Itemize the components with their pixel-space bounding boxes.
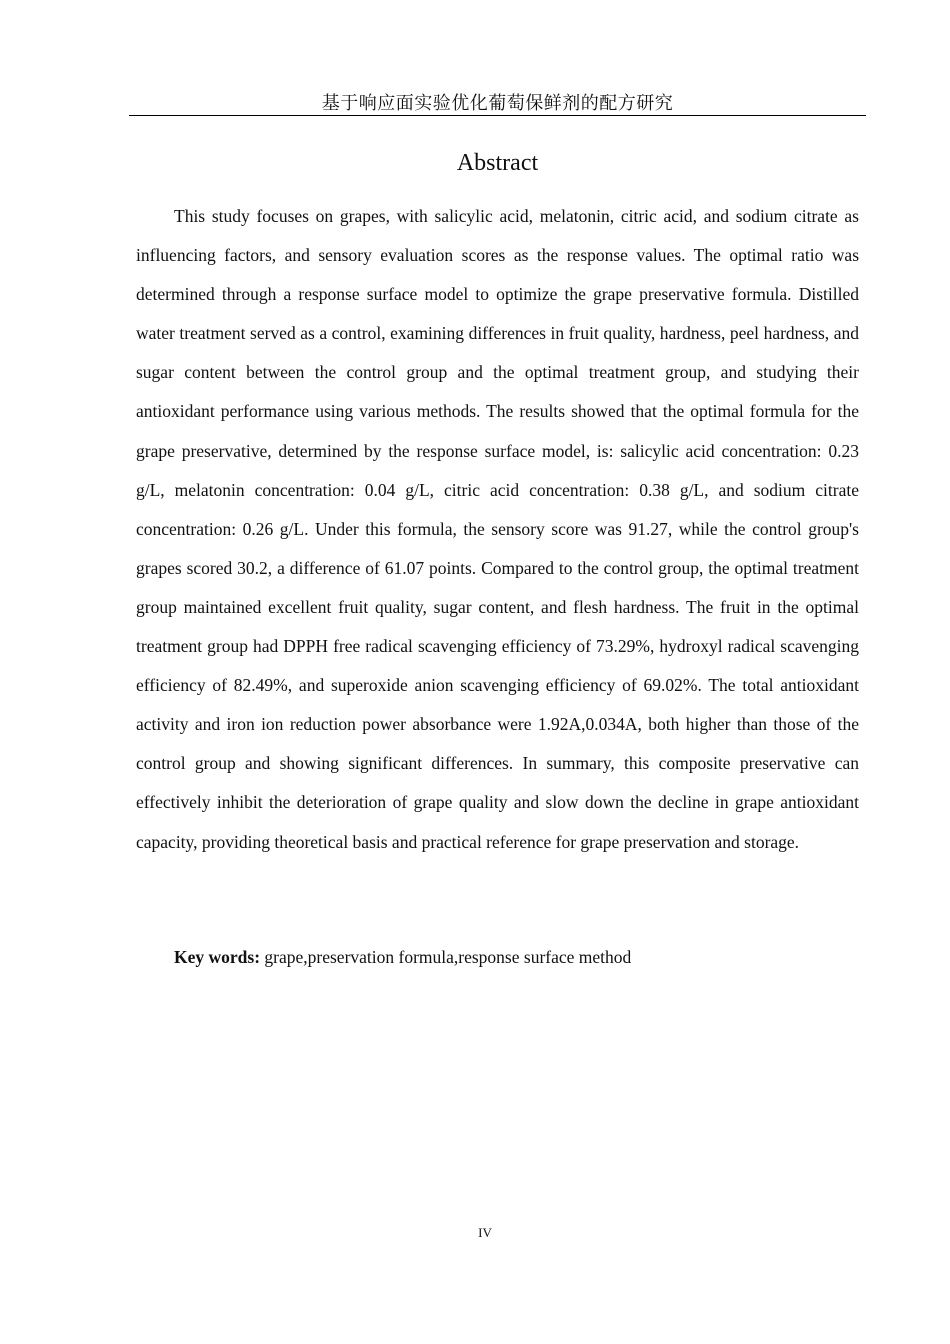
page-number: IV <box>478 1225 492 1240</box>
running-header-title: 基于响应面实验优化葡萄保鲜剂的配方研究 <box>321 93 674 113</box>
keywords-line <box>136 939 859 975</box>
abstract-title: Abstract <box>456 150 539 176</box>
abstract-body: This study focuses on grapes, with salicylic acid, melatonin, citric acid, and sodium citrate as influencing factors, and sensory evaluation scores as the response values. The optimal ratio was determined through a response surface model to optimize the grape preservative formula. Distilled water treatment served as a control, examining differences in fruit quality, hardness, peel hardness, and sugar content between the control group and the optimal treatment group, and studying their antioxidant performance using various methods. The results showed that the optimal formula for the grape preservative, determined by the response surface model, is: salicylic acid concentration: 0.23 g/L, melatonin concentration: 0.04 g/L, citric acid concentration: 0.38 g/L, and sodium citrate concentration: 0.26 g/L. Under this formula, the sensory score was 91.27, while the control group's grapes scored 30.2, a difference of 61.07 points. Compared to the control group, the optimal treatment group maintained excellent fruit quality, sugar content, and flesh hardness. The fruit in the optimal treatment group had DPPH free radical scavenging efficiency of 73.29%, hydroxyl radical scavenging efficiency of 82.49%, and superoxide anion scavenging efficiency of 69.02%. The total antioxidant activity and iron ion reduction power absorbance were 1.92A,0.034A, both higher than those of the control group and showing significant differences. In summary, this composite preservative can effectively inhibit the deterioration of grape quality and slow down the decline in grape antioxidant capacity, providing theoretical basis and practical reference for grape preservation and storage. <box>136 206 859 852</box>
keywords-label: Key words: <box>174 947 261 967</box>
header-divider <box>129 115 866 116</box>
keywords-list: grape,preservation formula,response surface method <box>260 947 632 967</box>
